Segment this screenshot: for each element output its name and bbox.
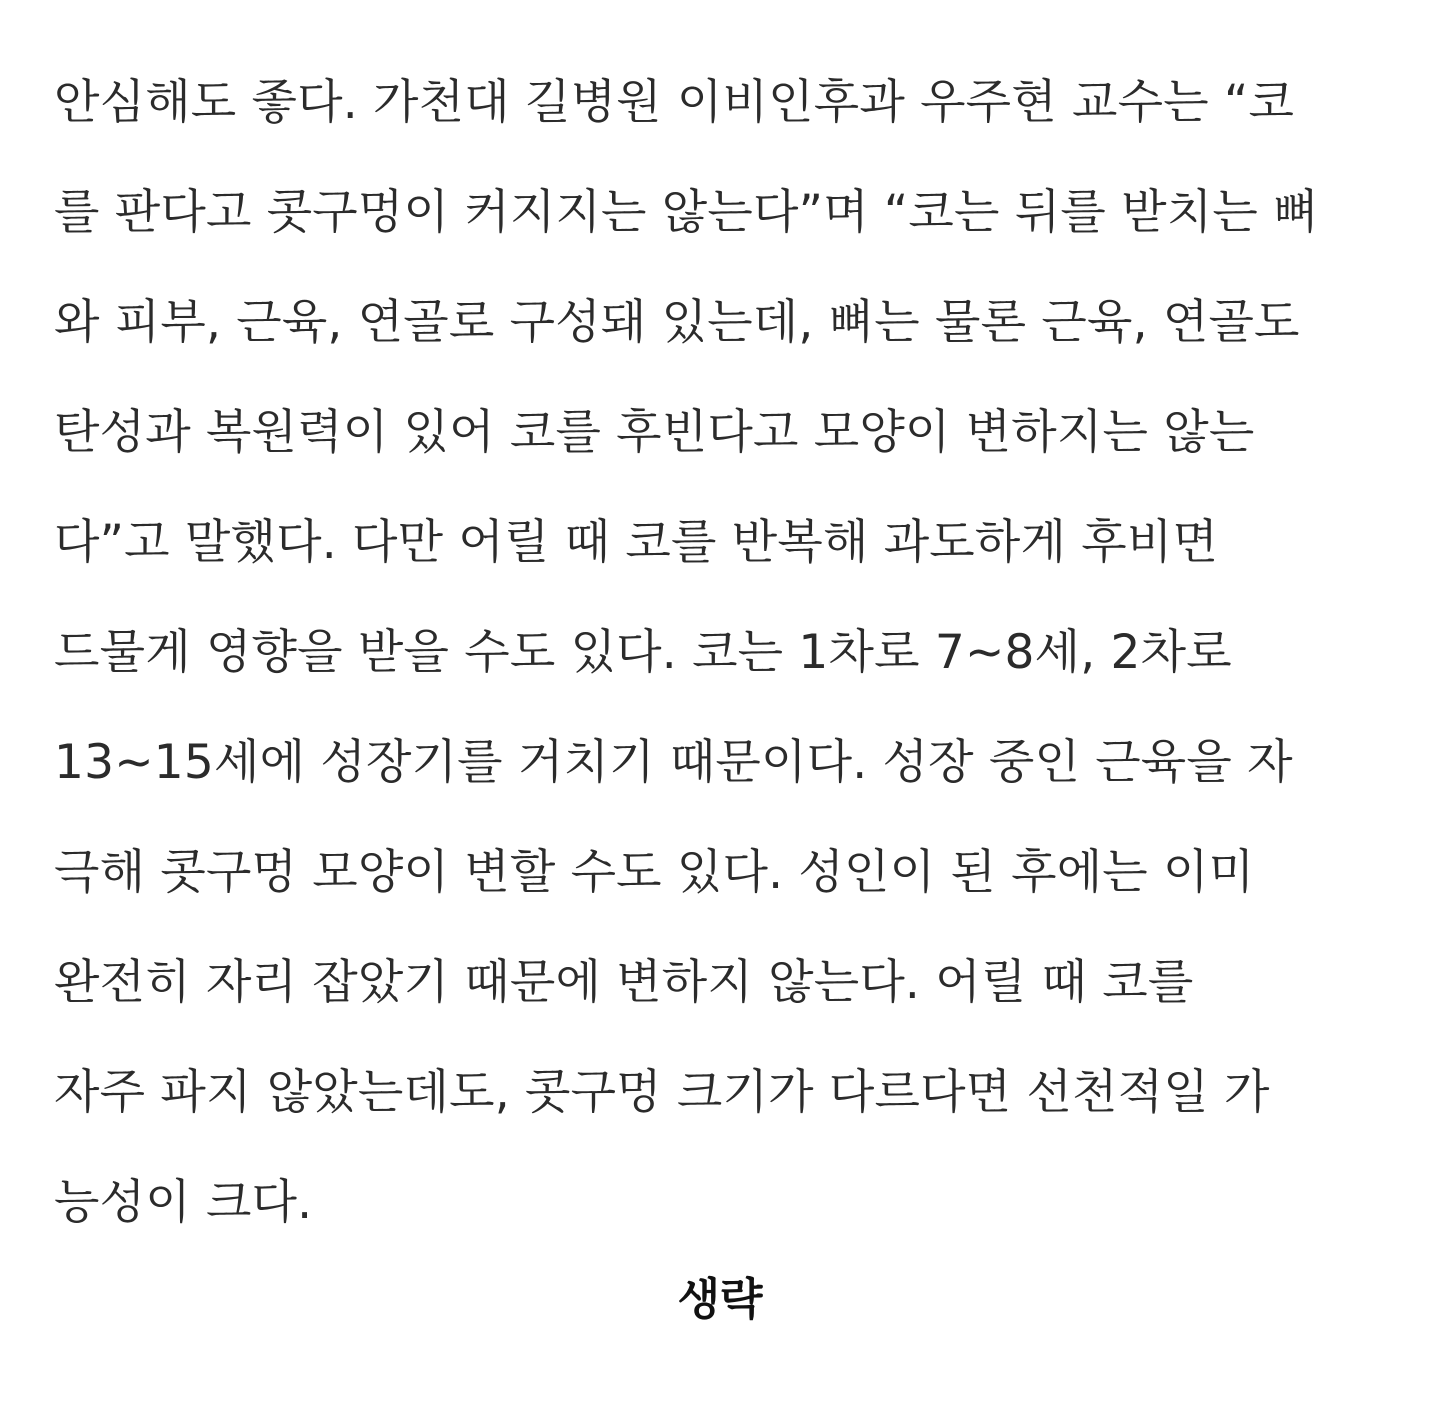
body-line: 와 피부, 근육, 연골로 구성돼 있는데, 뼈는 물론 근육, 연골도 — [54, 295, 1300, 350]
body-line: 완전히 자리 잡았기 때문에 변하지 않는다. 어릴 때 코를 — [54, 955, 1194, 1010]
body-line: 를 판다고 콧구멍이 커지지는 않는다”며 “코는 뒤를 받치는 뼈 — [54, 185, 1319, 240]
body-line: 안심해도 좋다. 가천대 길병원 이비인후과 우주현 교수는 “코 — [54, 75, 1295, 130]
article-body — [54, 65, 1394, 1275]
body-line: 능성이 크다. — [54, 1175, 313, 1230]
body-line: 탄성과 복원력이 있어 코를 후빈다고 모양이 변하지는 않는 — [54, 405, 1255, 460]
body-line: 13~15세에 성장기를 거치기 때문이다. 성장 중인 근육을 자 — [54, 735, 1293, 790]
body-line: 극해 콧구멍 모양이 변할 수도 있다. 성인이 된 후에는 이미 — [54, 845, 1255, 900]
body-line: 자주 파지 않았는데도, 콧구멍 크기가 다르다면 선천적일 가 — [54, 1065, 1270, 1120]
body-line: 다”고 말했다. 다만 어릴 때 코를 반복해 과도하게 후비면 — [54, 515, 1219, 570]
body-line: 드물게 영향을 받을 수도 있다. 코는 1차로 7~8세, 2차로 — [54, 625, 1232, 680]
omitted-label: 생략 — [677, 1274, 763, 1325]
